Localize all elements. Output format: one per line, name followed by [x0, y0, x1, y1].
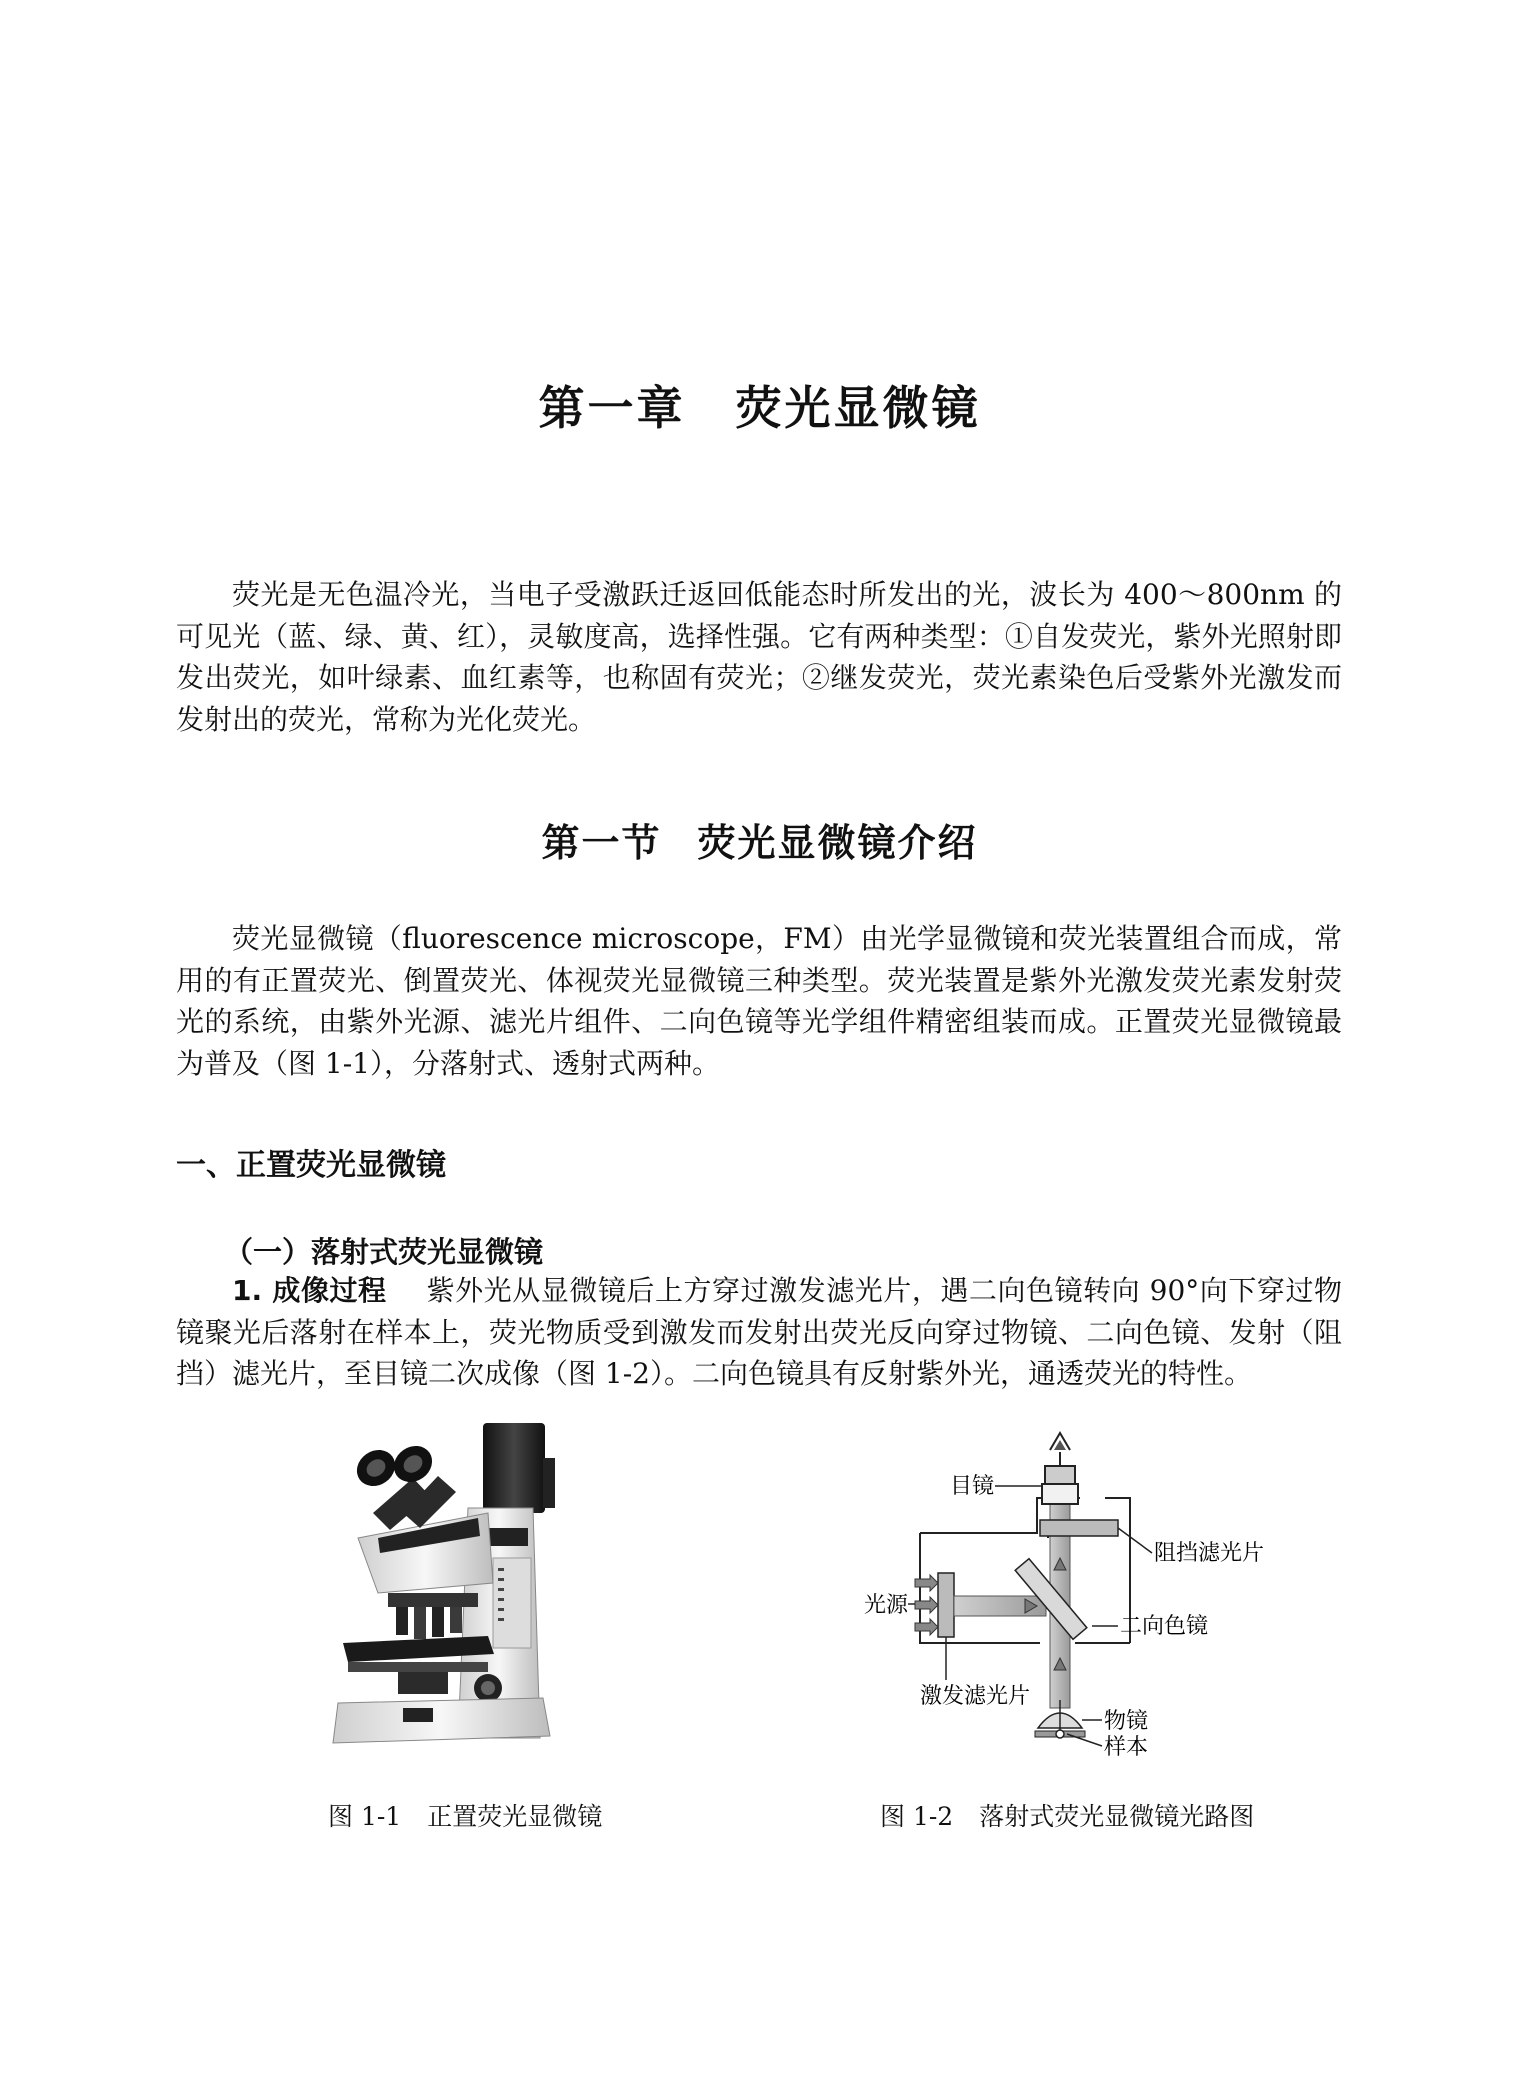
eyepiece — [1045, 1466, 1075, 1484]
label-barrier-filter: 阻挡滤光片 — [1154, 1541, 1265, 1566]
figure2-caption — [880, 1797, 1254, 1833]
figure1-caption — [328, 1797, 602, 1833]
figure1-caption-text: 正置荧光显微镜 — [427, 1802, 603, 1831]
imaging-paragraph — [176, 1270, 1342, 1395]
barrier-filter — [1040, 1520, 1118, 1536]
lamp-house — [483, 1423, 545, 1513]
chapter-name: 荧光显微镜 — [735, 381, 981, 435]
figure1-number: 图 1-1 — [328, 1802, 402, 1831]
section-name: 荧光显微镜介绍 — [697, 821, 978, 865]
figure2-number: 图 1-2 — [880, 1802, 954, 1831]
label-eyepiece: 目镜 — [950, 1474, 995, 1499]
intro-paragraph: 荧光是无色温冷光，当电子受激跃迁返回低能态时所发出的光，波长为 400～800nm 的可见光（蓝、绿、黄、红），灵敏度高，选择性强。它有两种类型：①自发荧光，紫外光照射即发出荧光，如叶绿素、血红素等，也称固有荧光；②继发荧光，荧光素染色后受紫外光激发而发射出的荧光，常称为光化荧光。 — [176, 578, 1342, 736]
label-objective: 物镜 — [1104, 1709, 1149, 1734]
figure-light-path-diagram — [864, 1428, 1270, 1773]
excitation-filter — [938, 1573, 954, 1637]
label-sample: 样本 — [1104, 1735, 1149, 1760]
label-dichroic-mirror: 二向色镜 — [1120, 1614, 1209, 1639]
imaging-text: 紫外光从显微镜后上方穿过激发滤光片，遇二向色镜转向 90°向下穿过物镜聚光后落射在样本上，荧光物质受到激发而发射出荧光反向穿过物镜、二向色镜、发射（阻挡）滤光片，至目镜二次成像（图 1-2）。二向色镜具有反射紫外光，通透荧光的特性。 — [176, 1274, 1342, 1390]
chapter-title — [0, 372, 1519, 438]
label-excitation-filter: 激发滤光片 — [920, 1684, 1031, 1709]
eyepiece-tubes — [350, 1439, 456, 1530]
microscope-base — [333, 1698, 550, 1743]
imaging-label: 1. 成像过程 — [232, 1274, 387, 1307]
chapter-number: 第一章 — [538, 381, 686, 435]
heading-upright-microscope: 一、正置荧光显微镜 — [176, 1148, 446, 1183]
light-source-arrows — [915, 1575, 938, 1635]
figure-microscope-photo — [318, 1418, 618, 1758]
eye-icon — [1050, 1433, 1070, 1468]
section-title — [0, 812, 1519, 867]
figure2-caption-text: 落射式荧光显微镜光路图 — [979, 1802, 1255, 1831]
section-number: 第一节 — [541, 821, 662, 865]
label-light-source: 光源 — [864, 1593, 909, 1618]
section-paragraph: 荧光显微镜（fluorescence microscope，FM）由光学显微镜和荧光装置组合而成，常用的有正置荧光、倒置荧光、体视荧光显微镜三种类型。荧光装置是紫外光激发荧光素发射荧光的系统，由紫外光源、滤光片组件、二向色镜等光学组件精密组装而成。正置荧光显微镜最为普及（图 1-1），分落射式、透射式两种。 — [176, 922, 1342, 1080]
subheading-epi-fluorescence: （一）落射式荧光显微镜 — [224, 1235, 544, 1269]
